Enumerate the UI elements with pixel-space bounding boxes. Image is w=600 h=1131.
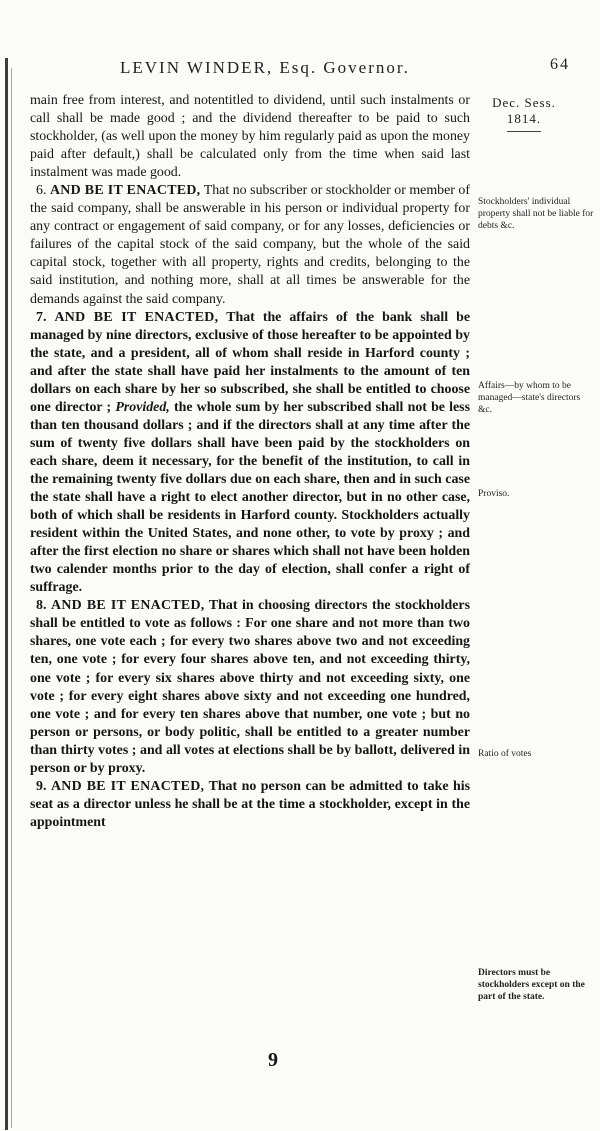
section-9-enactment: AND BE IT ENACTED, xyxy=(50,778,205,794)
margin-note-ratio: Ratio of votes xyxy=(478,749,532,759)
margin-year: 1814. xyxy=(506,111,542,126)
margin-note-stockholders: Stockholders' individual property shall not be liable for debts &c. xyxy=(478,197,594,231)
binding-shadow xyxy=(11,68,12,1128)
margin-note-affairs: Affairs—by whom to be managed—state's directors &c. xyxy=(478,381,581,415)
header-title: LEVIN WINDER, Esq. Governor. xyxy=(120,58,410,77)
section-6-enactment: AND BE IT ENACTED, xyxy=(49,183,201,199)
section-9-text: That no person can be admitted to take his seat as a director unless he shall be at the time a stockholder, except in the appointment xyxy=(30,778,470,830)
section-6-text: That no subscriber or stockholder or member of the said company, shall be answerable in his person or individual property for any contract or engagement of said company, or for any losses, deficiencies or failures of the capital stock of the said company, but the whole of the said capital stock, together with all property, rights and credits, belonging to the said institution, and nothing more, shall at all times be answerable for the demands against the said company. xyxy=(30,183,470,307)
margin-note-proviso: Proviso. xyxy=(478,489,510,499)
signature-mark: 9 xyxy=(268,1049,278,1071)
section-7-number: 7. xyxy=(36,309,47,325)
section-7 xyxy=(30,309,470,598)
section-8-enactment: AND BE IT ENACTED, xyxy=(51,598,205,614)
section-8-text: That in choosing directors the stockholders shall be entitled to vote as follows : For one share and not more than two shares, one vote each ; for every two shares above two and not exceeding ten, one vote ; for every four shares above ten, and not exceeding thirty, one vote ; for every six shares above thirty and not exceeding sixty, one vote ; for every eight shares above sixty and not exceeding one hundred, one vote ; and for every ten shares above that number, one vote ; but no person or persons, or body politic, shall be entitled to a greater number than thirty votes ; and all votes at elections shall be by ballott, delivered in person or by proxy. xyxy=(30,598,470,776)
section-7-enactment: AND BE IT ENACTED, xyxy=(54,309,219,325)
margin-session: Dec. Sess. xyxy=(492,95,556,110)
body-text xyxy=(30,92,470,832)
margin-date xyxy=(474,95,574,132)
binding-edge xyxy=(5,58,8,1130)
section-6 xyxy=(30,182,470,308)
section-6-number: 6. xyxy=(36,183,47,199)
running-header xyxy=(120,58,590,82)
section-9 xyxy=(30,778,470,832)
margin-note-directors: Directors must be stockholders except on the part of the state. xyxy=(478,968,585,1002)
section-8 xyxy=(30,597,470,777)
section-8-number: 8. xyxy=(36,598,47,614)
section-7-text-b: the whole sum by her subscribed shall not be less than ten thousand dollars ; and if the directors shall at any time after the sum of twenty five dollars shall have been paid by the stockholders on each share, deem it necessary, for the benefit of the institution, to call in the remaining twenty five dollars due on each share, then and in such case the state shall have a right to elect another director, but in no other case, both of which shall be residents in Harford county. Stockholders actually resident within the United States, and none other, to vote by proxy ; and after the first election no share or shares which shall not have been holden two calender months prior to the day of election, shall confer a right of suffrage. xyxy=(30,399,470,596)
section-7-proviso: Provided, xyxy=(115,399,170,415)
date-rule xyxy=(507,131,541,132)
intro-paragraph: main free from interest, and notentitled to dividend, until such instalments or call shall be made good ; and the dividend thereafter to be paid to such stockholder, (as well upon the money by him regularly paid as upon the money paid after default,) shall be calculated only from the time when said last instalment was made good. xyxy=(30,93,470,181)
section-9-number: 9. xyxy=(36,778,47,794)
section-7-text-a: That the affairs of the bank shall be managed by nine directors, exclusive of those hereafter to be appointed by the state, and a president, all of whom shall reside in Harford county ; and after the state shall have paid her instalments to the amount of ten dollars on each share by her so subscribed, she shall be entitled to choose one director ; xyxy=(30,309,470,415)
page-number: 64 xyxy=(550,56,570,73)
